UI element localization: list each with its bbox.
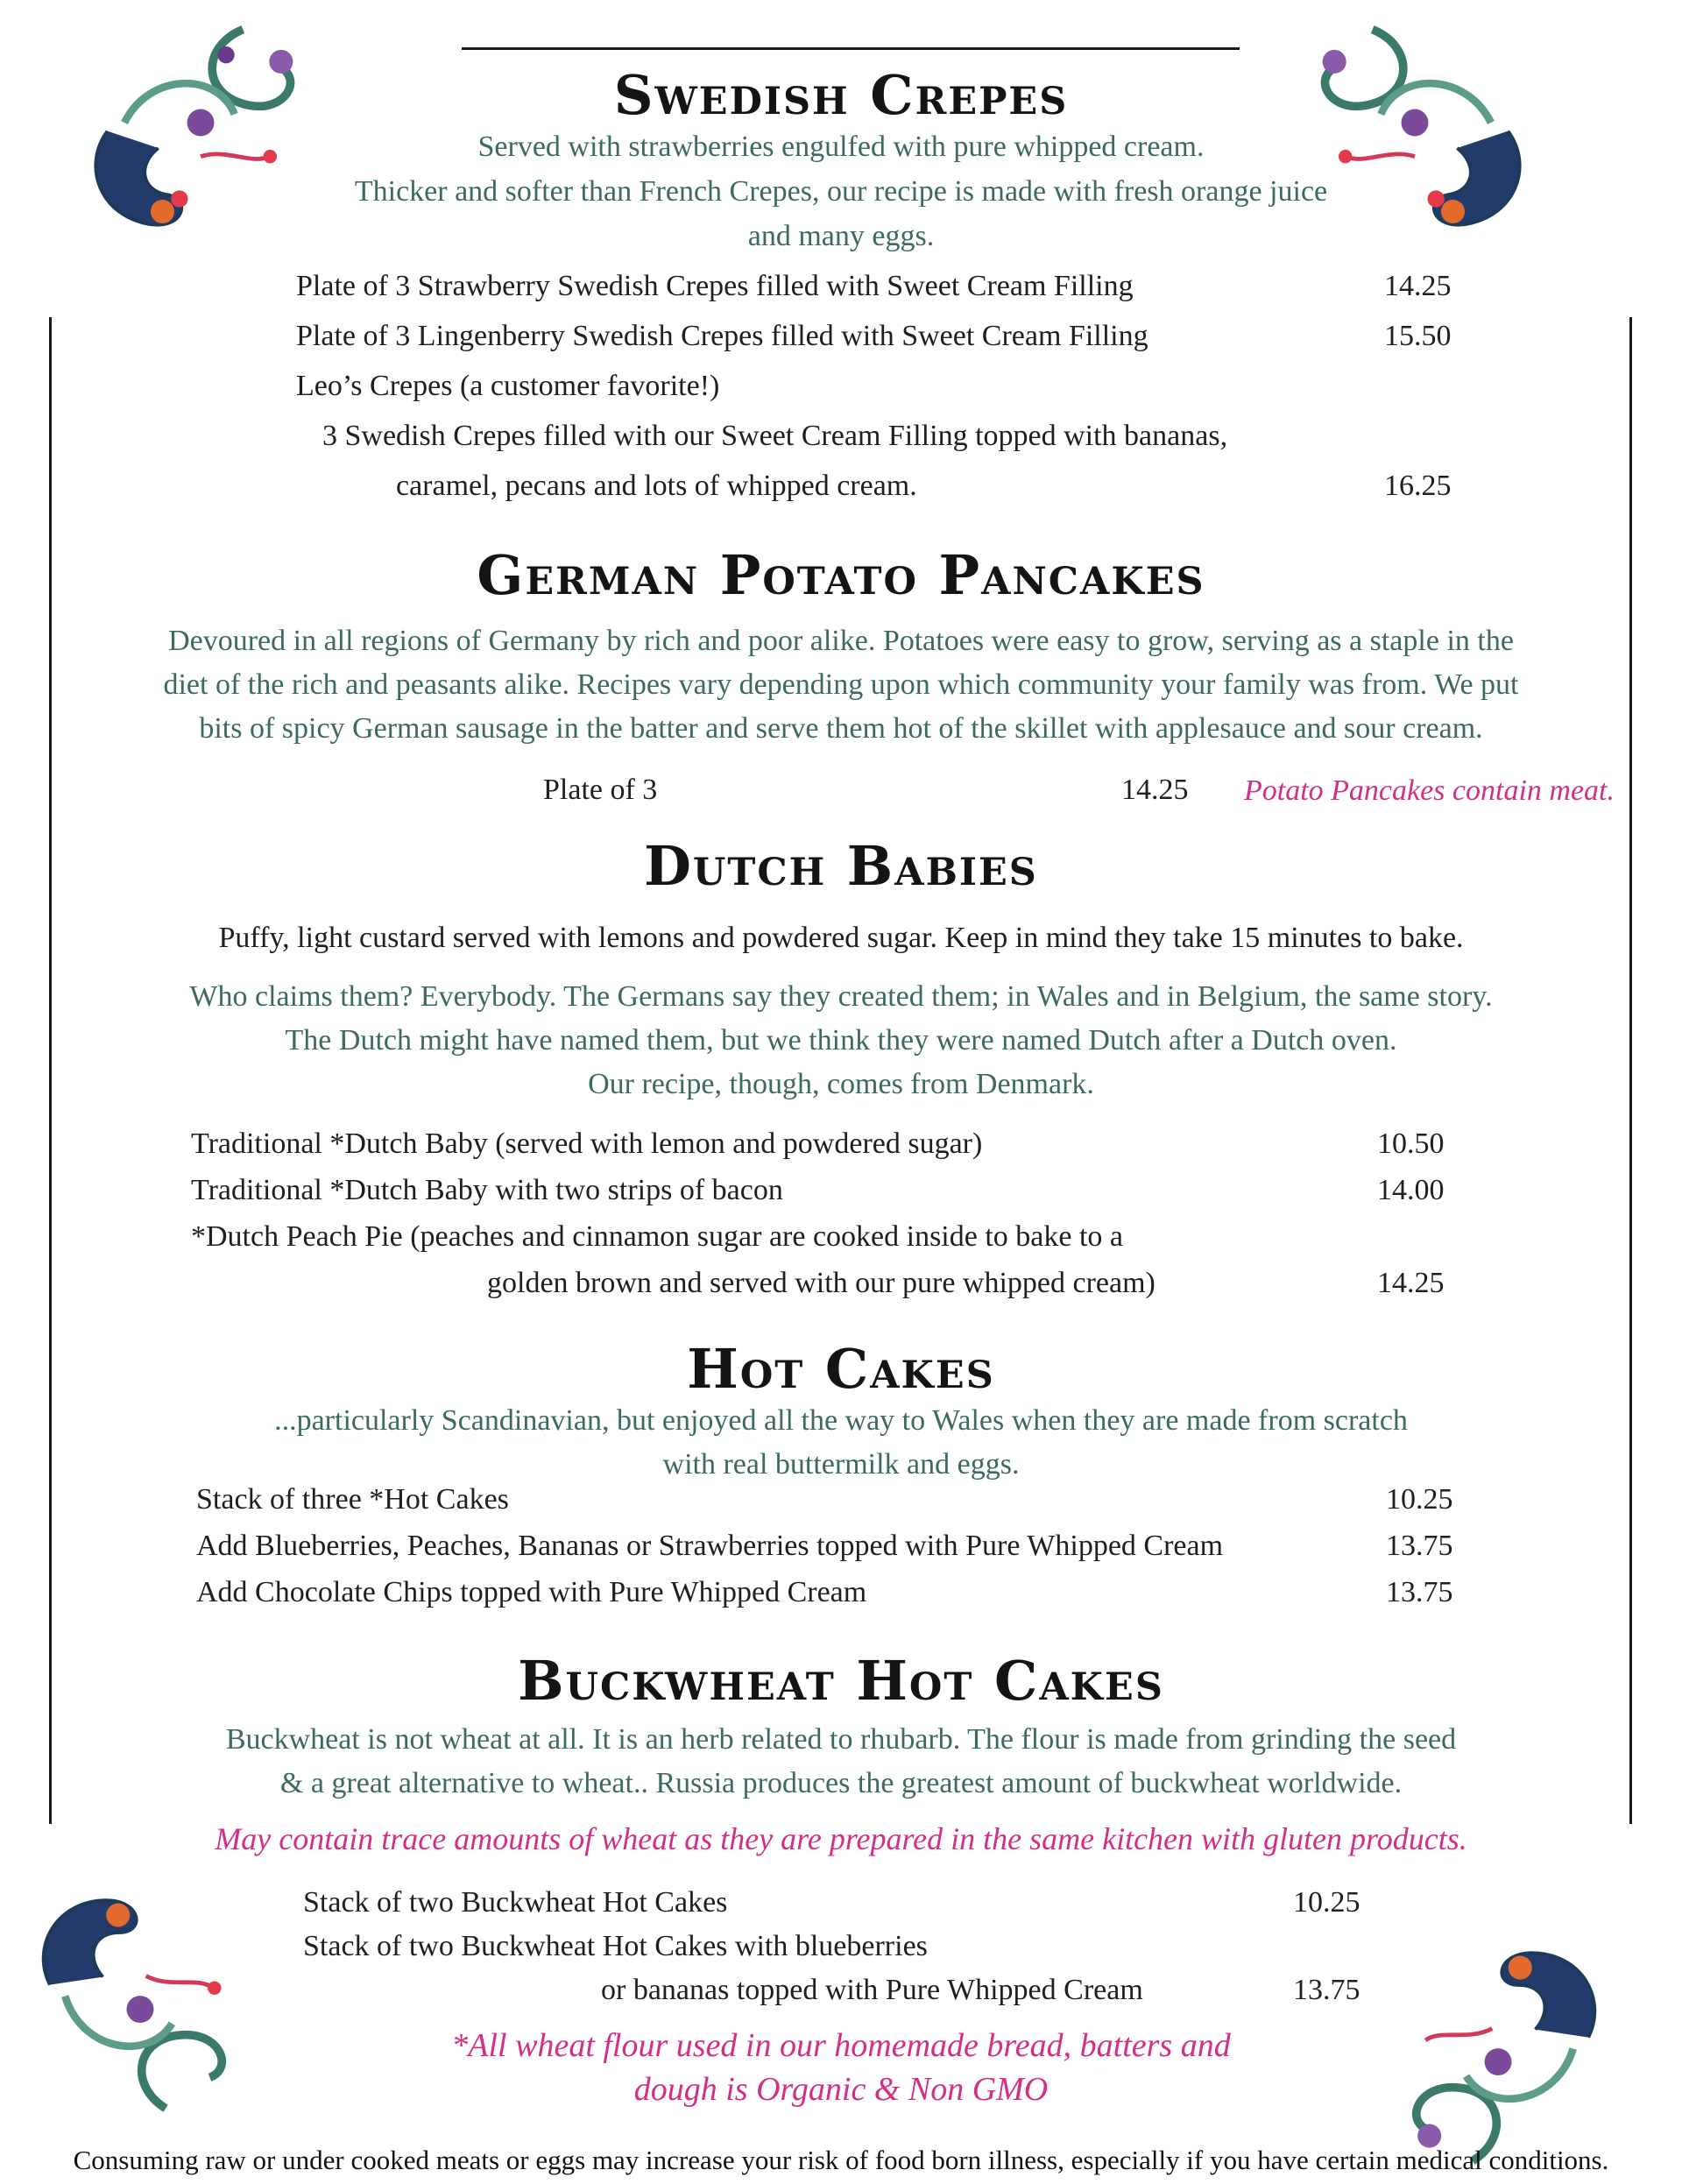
menu-item-name: Stack of two Buckwheat Hot Cakes with blueberries <box>303 1930 928 1962</box>
section-title-swedish-crepes: Swedish Crepes <box>613 63 1069 127</box>
menu-item-name: Stack of three *Hot Cakes <box>196 1483 509 1516</box>
food-safety-disclaimer: Consuming raw or under cooked meats or eggs may increase your risk of food born illness, especially if you have certain medical conditions. <box>73 2145 1609 2175</box>
organic-flour-note: dough is Organic & Non GMO <box>633 2071 1049 2108</box>
menu-item-name: Add Chocolate Chips topped with Pure Whipped Cream <box>196 1576 867 1608</box>
meat-warning-note: Potato Pancakes contain meat. <box>1244 774 1615 807</box>
menu-item-price: 10.25 <box>1293 1886 1360 1919</box>
menu-item-name: Plate of 3 Strawberry Swedish Crepes filled with Sweet Cream Filling <box>296 270 1134 302</box>
section-description: diet of the rich and peasants alike. Recipes vary depending upon which community your family was from. We put <box>163 668 1519 701</box>
menu-item-name: Leo’s Crepes (a customer favorite!) <box>296 370 720 402</box>
top-rule <box>462 47 1240 50</box>
menu-item-description: 3 Swedish Crepes filled with our Sweet Cream Filling topped with bananas, <box>322 420 1228 452</box>
menu-item-name: Plate of 3 <box>543 774 658 806</box>
section-description: The Dutch might have named them, but we think they were named Dutch after a Dutch oven. <box>285 1024 1397 1057</box>
menu-item-name: Stack of two Buckwheat Hot Cakes <box>303 1886 728 1919</box>
section-description: Our recipe, though, comes from Denmark. <box>588 1068 1094 1100</box>
menu-item-price: 13.75 <box>1386 1576 1453 1608</box>
menu-item-price: 14.25 <box>1377 1267 1445 1299</box>
menu-item-price: 10.25 <box>1386 1483 1453 1516</box>
menu-item-name: *Dutch Peach Pie (peaches and cinnamon sugar are cooked inside to bake to a <box>191 1220 1124 1253</box>
menu-item-price: 13.75 <box>1293 1974 1360 2006</box>
menu-item-description: or bananas topped with Pure Whipped Cream <box>601 1974 1143 2006</box>
organic-flour-note: *All wheat flour used in our homemade bread, batters and <box>451 2027 1231 2064</box>
section-title-german-potato-pancakes: German Potato Pancakes <box>477 543 1205 607</box>
section-description: Served with strawberries engulfed with pure whipped cream. <box>477 131 1205 163</box>
menu-item-price: 14.00 <box>1377 1174 1445 1206</box>
menu-item-price: 10.50 <box>1377 1127 1445 1160</box>
menu-item-name: Traditional *Dutch Baby (served with lemon and powdered sugar) <box>191 1127 983 1160</box>
section-description: Who claims them? Everybody. The Germans say they created them; in Wales and in Belgium, the same story. <box>189 980 1493 1013</box>
section-title-hot-cakes: Hot Cakes <box>687 1337 995 1401</box>
menu-item-description: caramel, pecans and lots of whipped cream. <box>396 470 917 502</box>
floral-ornament-icon <box>1346 1890 1641 2184</box>
section-title-buckwheat-hot-cakes: Buckwheat Hot Cakes <box>518 1649 1164 1713</box>
section-description: bits of spicy German sausage in the batter and serve them hot of the skillet with applesauce and sour cream. <box>199 712 1483 745</box>
section-description: and many eggs. <box>747 220 935 252</box>
section-title-dutch-babies: Dutch Babies <box>644 834 1038 898</box>
section-description: ...particularly Scandinavian, but enjoyed all the way to Wales when they are made from scratch <box>274 1404 1408 1437</box>
menu-item-price: 15.50 <box>1384 320 1452 352</box>
section-description: Devoured in all regions of Germany by rich and poor alike. Potatoes were easy to grow, serving as a staple in the <box>168 625 1514 657</box>
section-description: with real buttermilk and eggs. <box>662 1448 1020 1481</box>
menu-item-price: 13.75 <box>1386 1530 1453 1562</box>
menu-item-price: 14.25 <box>1384 270 1452 302</box>
section-description: Buckwheat is not wheat at all. It is an herb related to rhubarb. The flour is made from grinding the seed <box>225 1723 1457 1756</box>
menu-item-name: Add Blueberries, Peaches, Bananas or Strawberries topped with Pure Whipped Cream <box>196 1530 1224 1562</box>
menu-item-description: golden brown and served with our pure whipped cream) <box>487 1267 1155 1299</box>
floral-ornament-icon <box>0 1837 292 2131</box>
menu-item-name: Traditional *Dutch Baby with two strips of bacon <box>191 1174 783 1206</box>
section-description: & a great alternative to wheat.. Russia produces the greatest amount of buckwheat worldwide. <box>279 1767 1403 1799</box>
section-intro: Puffy, light custard served with lemons and powdered sugar. Keep in mind they take 15 minutes to bake. <box>218 922 1464 954</box>
menu-item-price: 16.25 <box>1384 470 1452 502</box>
section-description: Thicker and softer than French Crepes, our recipe is made with fresh orange juice <box>354 175 1328 208</box>
menu-item-price: 14.25 <box>1121 774 1189 806</box>
menu-item-name: Plate of 3 Lingenberry Swedish Crepes filled with Sweet Cream Filling <box>296 320 1148 352</box>
gluten-warning-note: May contain trace amounts of wheat as they are prepared in the same kitchen with gluten products. <box>215 1821 1467 1856</box>
